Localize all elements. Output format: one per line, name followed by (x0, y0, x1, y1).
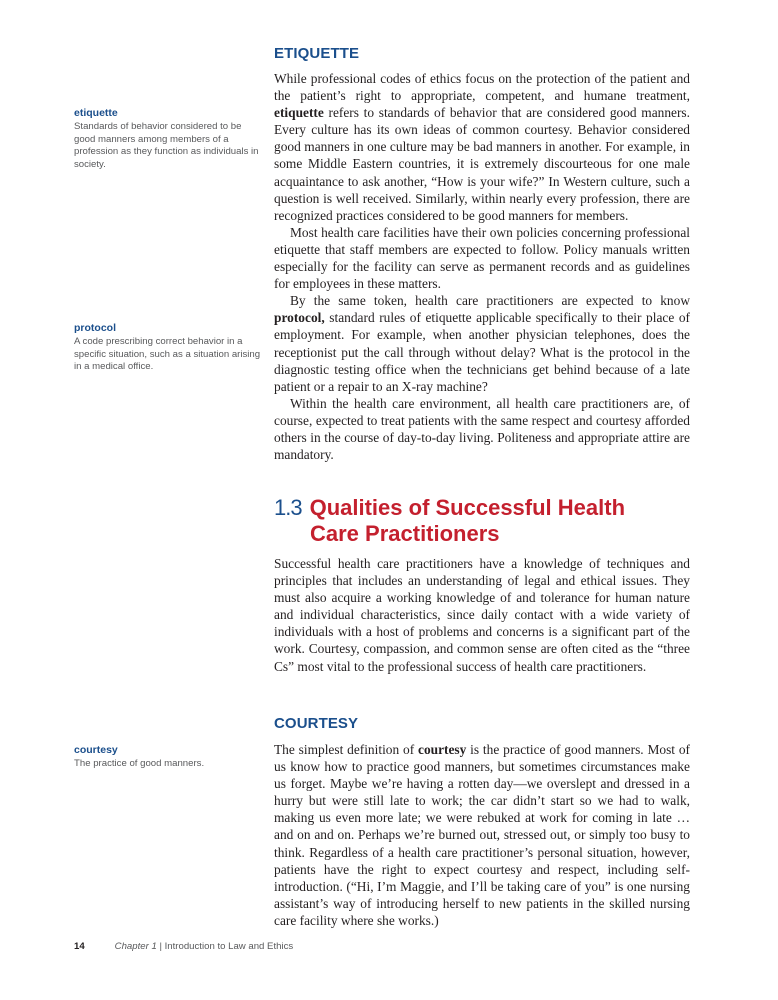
footer-separator: | (156, 941, 165, 952)
section-1-3-body (274, 555, 690, 675)
margin-definition: The practice of good manners. (74, 758, 205, 769)
courtesy-paragraph: The simplest definition of courtesy is the practice of good manners. Most of us know how to practice good manners, but sometimes circumstances make us forget. Maybe we’re having a rotten day—we overslept and dressed in a hurry but were still late to work; the car didn’t start so we had to walk, making us even more late; we were rebuked at work for coming in late … and on and on. Perhaps we’re burned out, stressed out, or simply too busy to think. Regardless of a health care practitioner’s personal situation, however, patients have the right to expect courtesy and respect, including self-introduction. (“Hi, I’m Maggie, and I’ll be taking care of you” is one nursing assistant’s way of introducing herself to new patients in the skilled nursing care facility where she works.) (274, 742, 690, 928)
margin-term: courtesy (74, 744, 118, 756)
section-title-line-2: Care Practitioners (310, 521, 500, 546)
chapter-title: Introduction to Law and Ethics (164, 941, 294, 952)
etiquette-paragraph-2: Most health care facilities have their own policies concerning professional etiquette that staff members are expected to follow. Policy manuals written especially for the facility can serve as permanent records and as guidelines for employees in these matters. (274, 224, 690, 292)
margin-definition: Standards of behavior considered to be good manners among members of a profession as they function as individuals in society. (74, 121, 259, 170)
courtesy-body (274, 741, 690, 929)
courtesy-heading: COURTESY (274, 715, 359, 732)
margin-definition: A code prescribing correct behavior in a specific situation, such as a situation arising in a medical office. (74, 336, 261, 373)
etiquette-paragraph-3: By the same token, health care practitioners are expected to know protocol, standard rules of etiquette applicable specifically to their place of employment. For example, when another physician telephones, does the receptionist put the call through without delay? What is the protocol in the diagnostic testing office when the technicians get behind because of a late patient or a repair to an X-ray machine? (274, 293, 690, 394)
margin-note-courtesy (74, 744, 264, 771)
margin-term: protocol (74, 322, 116, 334)
protocol-term: protocol, (274, 310, 325, 326)
page-footer (74, 941, 293, 952)
section-title-line-1: Qualities of Successful Health (309, 495, 626, 520)
page-number: 14 (74, 941, 85, 952)
margin-note-protocol (74, 322, 264, 374)
etiquette-paragraph-1: While professional codes of ethics focus on the protection of the patient and the patient’s right to appropriate, competent, and humane treatment, etiquette refers to standards of behavior that are considered good manners. Every culture has its own ideas of common courtesy. Behavior considered good manners in one culture may be bad manners in another. For example, in some Middle Eastern countries, it is extremely discourteous for one male acquaintance to ask another, “How is your wife?” In Western culture, such a question is well received. Similarly, within nearly every profession, there are recognized practices considered to be good manners for members. (274, 71, 690, 223)
section-1-3-paragraph: Successful health care practitioners have a knowledge of techniques and principles that includes an understanding of legal and ethical issues. They must also acquire a working knowledge of and tolerance for human nature and individual characteristics, since daily contact with a wide variety of individuals with a host of problems and concerns is a significant part of the work. Courtesy, compassion, and common sense are often cited as the “three Cs” most vital to the professional success of health care practitioners. (274, 556, 690, 674)
etiquette-paragraph-4: Within the health care environment, all health care practitioners are, of course, expected to treat patients with the same respect and courtesy afforded others in the course of day-to-day living. Politeness and appropriate attire are mandatory. (274, 395, 690, 463)
section-title (274, 495, 625, 547)
courtesy-term: courtesy (418, 742, 467, 757)
section-number: 1.3 (274, 495, 302, 520)
etiquette-term: etiquette (274, 105, 324, 121)
chapter-label: Chapter 1 (114, 941, 157, 952)
etiquette-heading: ETIQUETTE (274, 45, 360, 62)
margin-term: etiquette (74, 107, 118, 119)
etiquette-body (274, 70, 690, 463)
margin-note-etiquette (74, 107, 264, 171)
